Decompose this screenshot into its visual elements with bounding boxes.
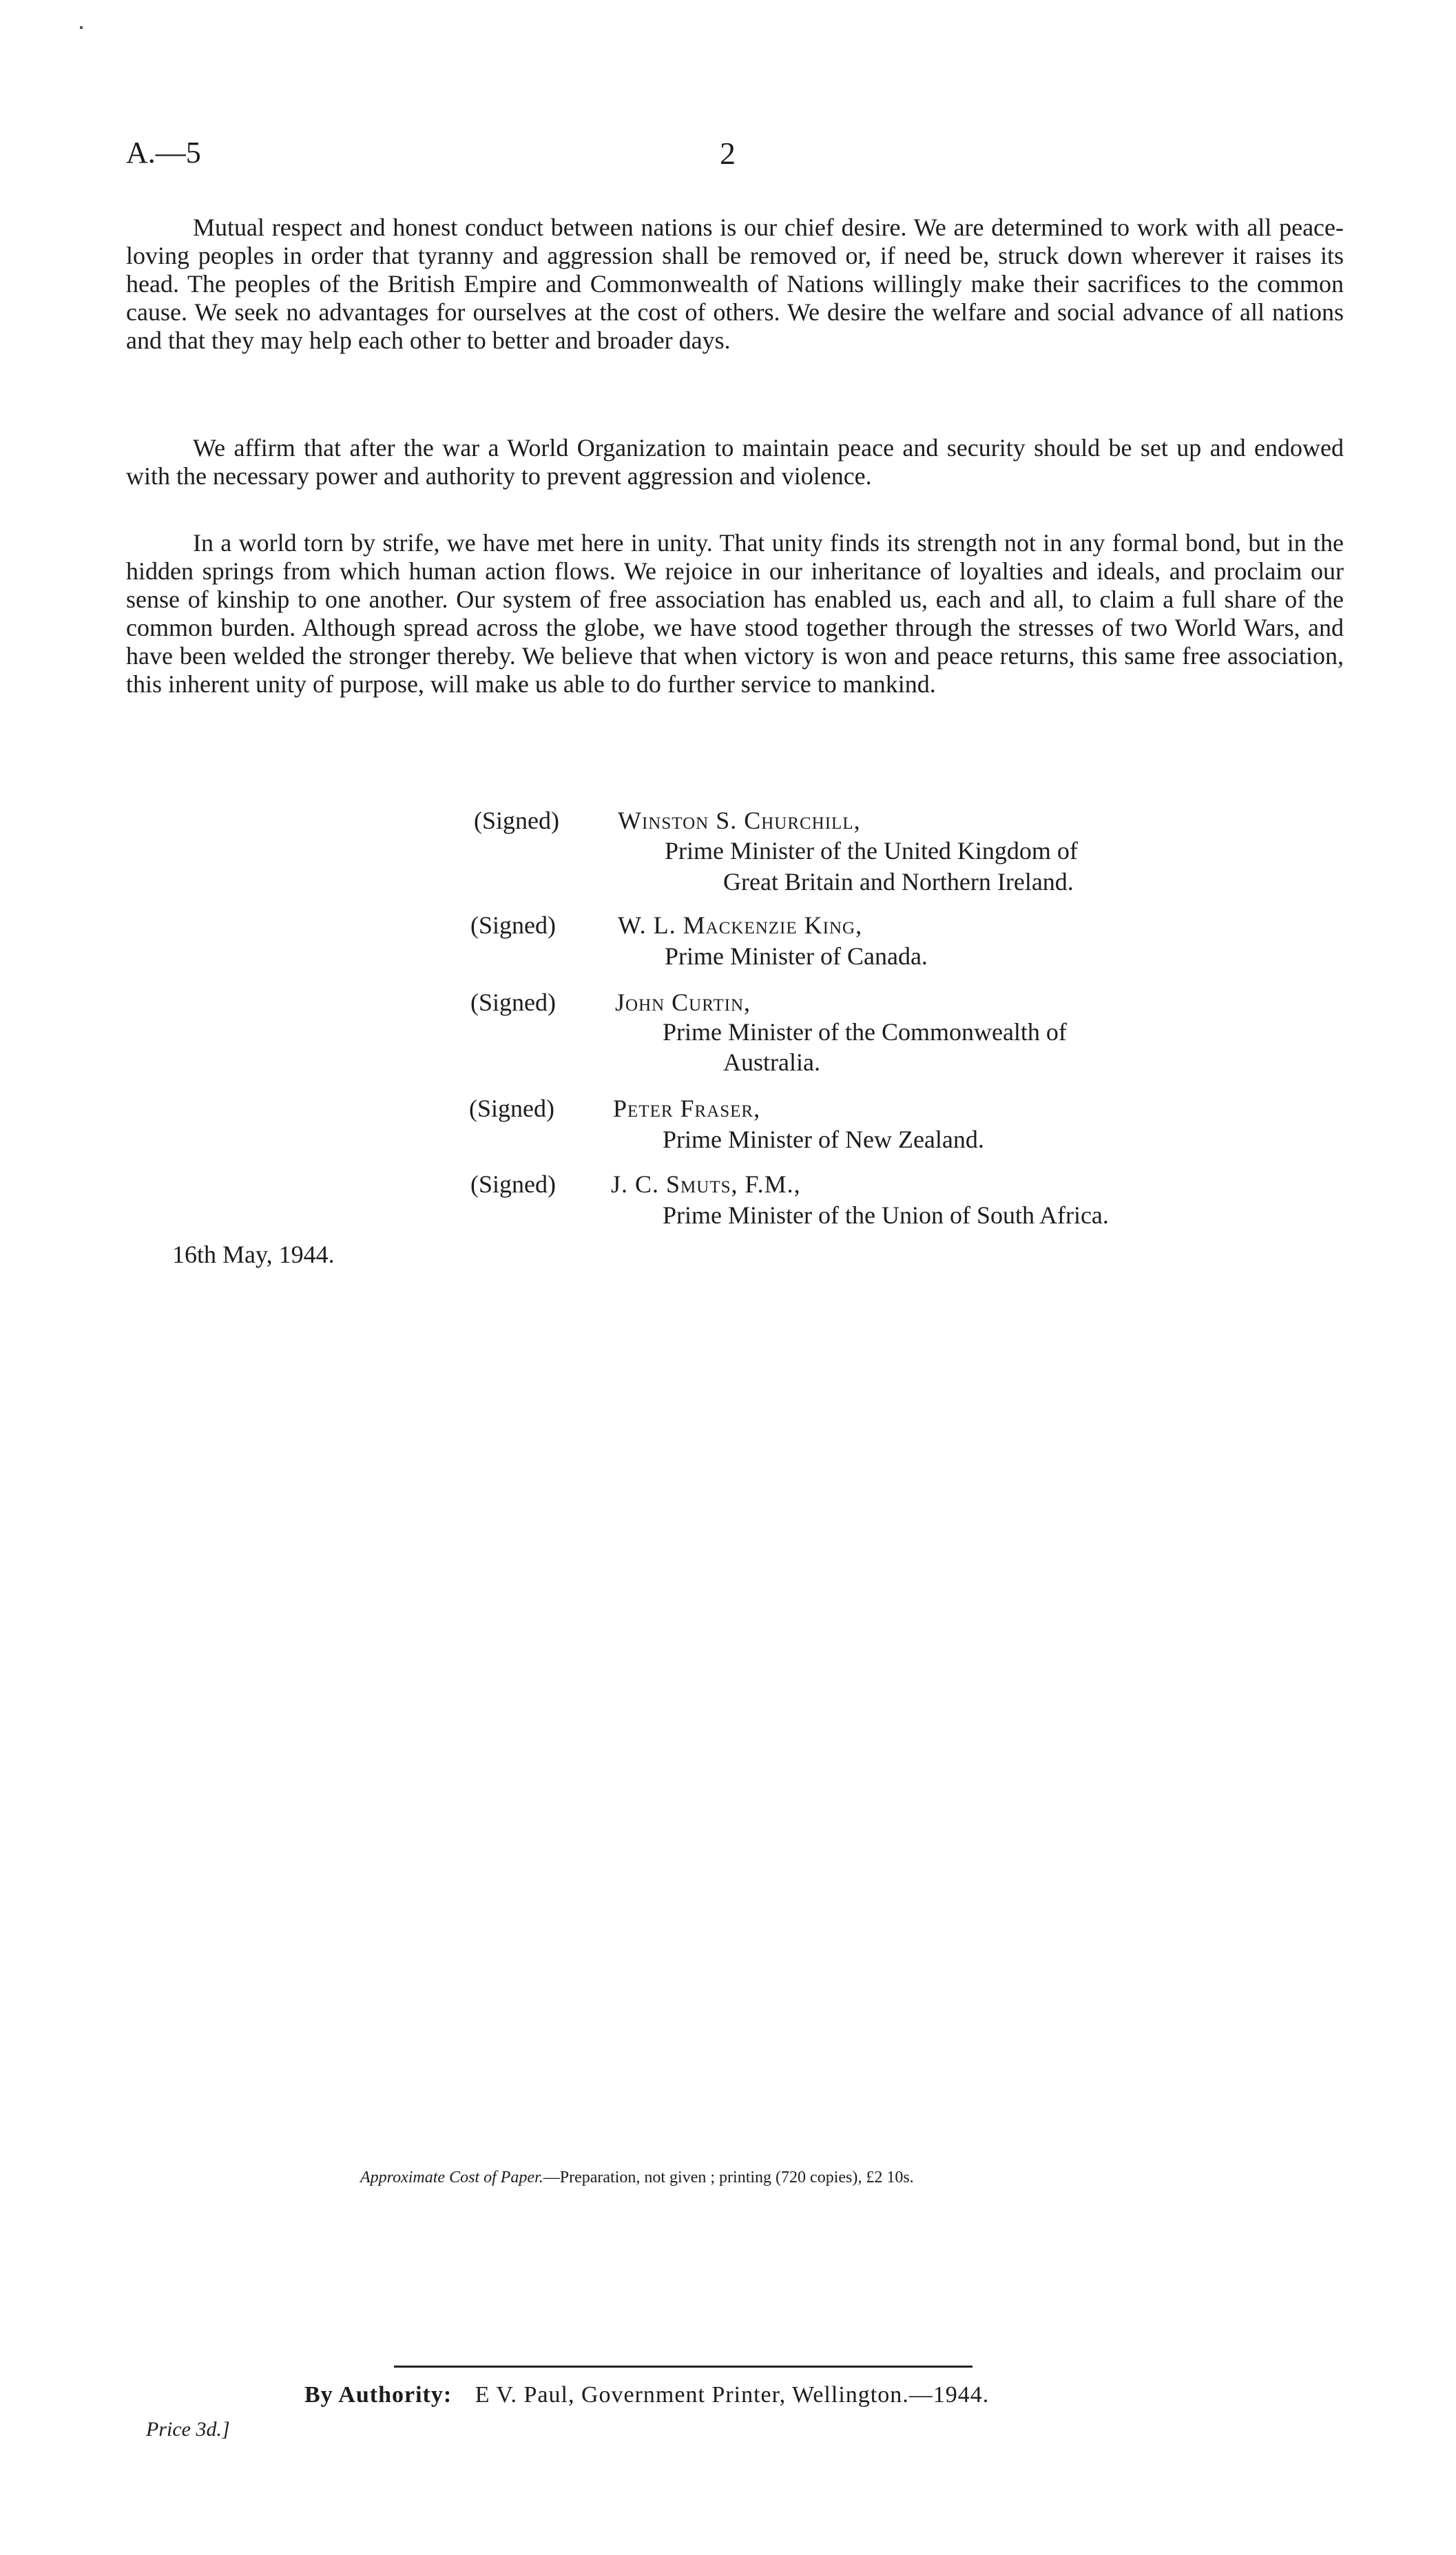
signatory-title: Prime Minister of New Zealand. <box>663 1126 984 1153</box>
paragraph-1: Mutual respect and honest conduct between nations is our chief desire. We are determined to work with all peace-loving peoples in order that tyranny and aggression shall be removed or, if need be, struck down wherever it raises its head. The peoples of the British Empire and Commonwealth of Nations willingly make their sacrifices to the common cause. We seek no advantages for ourselves at the cost of others. We desire the welfare and social advance of all nations and that they may help each other to better and broader days. <box>126 214 1344 354</box>
signed-label: (Signed) <box>470 989 556 1016</box>
authority-text: E V. Paul, Government Printer, Wellington.—1944. <box>475 2382 990 2408</box>
divider-rule <box>394 2366 973 2368</box>
signatory-title: Prime Minister of the Commonwealth of <box>663 1018 1067 1046</box>
price-note: Price 3d.] <box>146 2418 230 2441</box>
signatory-title: Prime Minister of the Union of South Africa. <box>663 1201 1109 1229</box>
authority-label: By Authority: <box>304 2382 453 2408</box>
signatory-name: W. L. Mackenzie King, <box>618 911 863 939</box>
document-date: 16th May, 1944. <box>172 1241 335 1268</box>
cost-note-text: —Preparation, not given ; printing (720 copies), £2 10s. <box>543 2169 914 2186</box>
cost-note-label: Approximate Cost of Paper. <box>360 2169 543 2186</box>
signatory-name: John Curtin, <box>615 989 751 1016</box>
signatory-name: Winston S. Churchill, <box>618 807 861 834</box>
signed-label: (Signed) <box>474 807 559 834</box>
page-number: 2 <box>720 136 736 171</box>
cost-note <box>360 2169 1097 2187</box>
signed-label: (Signed) <box>470 911 556 939</box>
signatory-name: J. C. Smuts, F.M., <box>611 1170 801 1198</box>
signed-label: (Signed) <box>470 1170 556 1198</box>
signatory-name: Peter Fraser, <box>613 1095 761 1122</box>
paragraph-3: In a world torn by strife, we have met here in unity. That unity finds its strength not in any formal bond, but in the hidden springs from which human action flows. We rejoice in our inheritance of loyalties and ideals, and proclaim our sense of kinship to one another. Our system of free association has enabled us, each and all, to claim a full share of the common burden. Although spread across the globe, we have stood together through the stresses of two World Wars, and have been welded the stronger thereby. We believe that when victory is won and peace returns, this same free association, this inherent unity of purpose, will make us able to do further service to mankind. <box>126 529 1344 698</box>
signatory-title: Australia. <box>723 1048 820 1076</box>
scan-speck <box>80 26 83 29</box>
signed-label: (Signed) <box>469 1095 554 1122</box>
signatory-title: Great Britain and Northern Ireland. <box>723 868 1074 896</box>
signatory-title: Prime Minister of the United Kingdom of <box>665 837 1078 865</box>
printer-authority <box>304 2382 989 2408</box>
paragraph-2: We affirm that after the war a World Organization to maintain peace and security should be set up and endowed with the necessary power and authority to prevent aggression and violence. <box>126 434 1344 490</box>
document-reference: A.—5 <box>126 136 201 169</box>
signatory-title: Prime Minister of Canada. <box>665 942 928 970</box>
